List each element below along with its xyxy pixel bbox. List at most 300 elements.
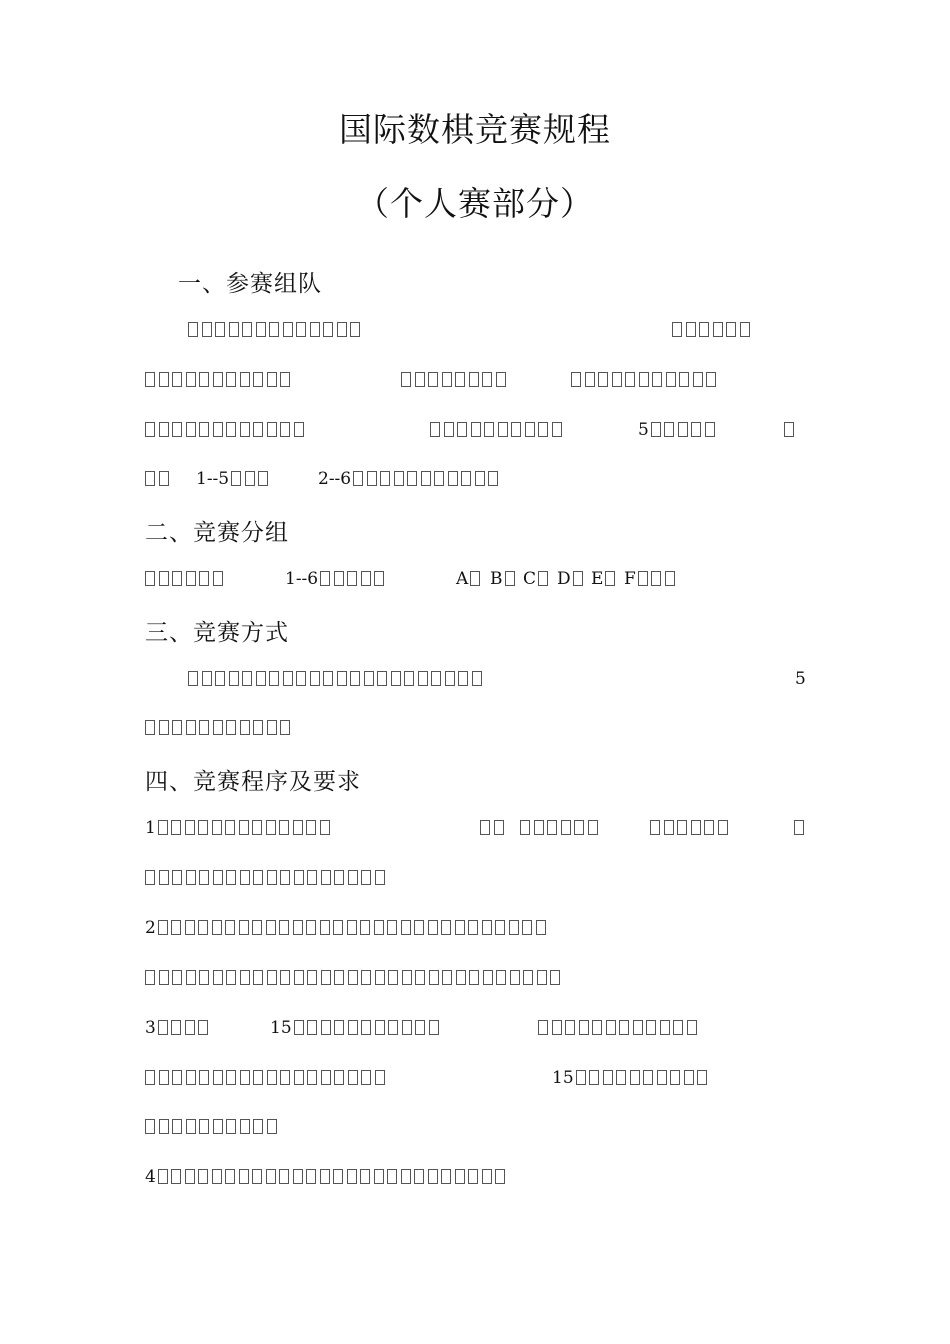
- missing-glyph-box: [402, 1020, 412, 1035]
- text-fragment: [188, 667, 485, 691]
- missing-glyph-box: [430, 422, 440, 437]
- missing-glyph-box: [726, 322, 736, 337]
- missing-glyph-box: [445, 671, 455, 686]
- missing-glyph-box: [469, 970, 479, 985]
- missing-glyph-box: [605, 571, 615, 586]
- missing-glyph-box: [442, 372, 452, 387]
- missing-glyph-box: [536, 920, 546, 935]
- missing-glyph-box: [456, 970, 466, 985]
- missing-glyph-box: [482, 920, 492, 935]
- missing-glyph-box: [280, 422, 290, 437]
- missing-glyph-box: [253, 372, 263, 387]
- missing-glyph-box: [375, 870, 385, 885]
- missing-glyph-box: [573, 571, 583, 586]
- text-fragment: [480, 816, 507, 840]
- missing-glyph-box: [374, 920, 384, 935]
- missing-glyph-box: [185, 1020, 195, 1035]
- missing-glyph-box: [172, 970, 182, 985]
- missing-glyph-box: [256, 322, 266, 337]
- missing-glyph-box: [414, 1169, 424, 1184]
- missing-glyph-box: [415, 372, 425, 387]
- missing-glyph-box: [145, 372, 155, 387]
- missing-glyph-box: [387, 1169, 397, 1184]
- missing-glyph-box: [603, 1070, 613, 1085]
- missing-glyph-box: [280, 372, 290, 387]
- missing-glyph-box: [589, 1070, 599, 1085]
- missing-glyph-box: [283, 671, 293, 686]
- missing-glyph-box: [279, 1169, 289, 1184]
- text-fragment: [490, 567, 518, 591]
- missing-glyph-box: [307, 870, 317, 885]
- missing-glyph-box: [457, 422, 467, 437]
- missing-glyph-box: [213, 422, 223, 437]
- text-fragment: [145, 866, 388, 890]
- missing-glyph-box: [367, 471, 377, 486]
- missing-glyph-box: [294, 870, 304, 885]
- missing-glyph-box: [441, 920, 451, 935]
- missing-glyph-box: [625, 372, 635, 387]
- missing-glyph-box: [199, 720, 209, 735]
- missing-glyph-box: [240, 870, 250, 885]
- missing-glyph-box: [240, 720, 250, 735]
- missing-glyph-box: [598, 372, 608, 387]
- text-fragment: [795, 667, 808, 691]
- missing-glyph-box: [650, 820, 660, 835]
- text-fragment: [196, 467, 272, 491]
- missing-glyph-box: [320, 1169, 330, 1184]
- missing-glyph-box: [585, 372, 595, 387]
- missing-glyph-box: [565, 1020, 575, 1035]
- missing-glyph-box: [172, 372, 182, 387]
- missing-glyph-box: [158, 820, 168, 835]
- missing-glyph-box: [213, 870, 223, 885]
- missing-glyph-box: [293, 920, 303, 935]
- missing-glyph-box: [461, 471, 471, 486]
- fragment-text: 5: [638, 420, 649, 440]
- missing-glyph-box: [145, 571, 155, 586]
- missing-glyph-box: [269, 671, 279, 686]
- missing-glyph-box: [361, 571, 371, 586]
- missing-glyph-box: [199, 1070, 209, 1085]
- fragment-text: D: [557, 569, 571, 589]
- missing-glyph-box: [431, 671, 441, 686]
- missing-glyph-box: [199, 1119, 209, 1134]
- missing-glyph-box: [159, 1070, 169, 1085]
- missing-glyph-box: [253, 720, 263, 735]
- missing-glyph-box: [323, 671, 333, 686]
- text-fragment: [624, 567, 678, 591]
- missing-glyph-box: [171, 1020, 181, 1035]
- missing-glyph-box: [606, 1020, 616, 1035]
- document-title: 国际数棋竞赛规程: [339, 110, 611, 149]
- missing-glyph-box: [253, 1119, 263, 1134]
- missing-glyph-box: [375, 1070, 385, 1085]
- missing-glyph-box: [665, 571, 675, 586]
- missing-glyph-box: [407, 471, 417, 486]
- missing-glyph-box: [320, 571, 330, 586]
- missing-glyph-box: [226, 372, 236, 387]
- missing-glyph-box: [784, 422, 794, 437]
- missing-glyph-box: [455, 1169, 465, 1184]
- missing-glyph-box: [225, 920, 235, 935]
- text-fragment: [145, 1165, 509, 1189]
- missing-glyph-box: [347, 920, 357, 935]
- text-fragment: [145, 1115, 280, 1139]
- missing-glyph-box: [225, 820, 235, 835]
- missing-glyph-box: [520, 820, 530, 835]
- text-fragment: [591, 567, 619, 591]
- missing-glyph-box: [229, 671, 239, 686]
- missing-glyph-box: [574, 820, 584, 835]
- missing-glyph-box: [592, 1020, 602, 1035]
- missing-glyph-box: [293, 1169, 303, 1184]
- missing-glyph-box: [159, 1119, 169, 1134]
- missing-glyph-box: [374, 1169, 384, 1184]
- missing-glyph-box: [172, 422, 182, 437]
- missing-glyph-box: [267, 1119, 277, 1134]
- missing-glyph-box: [639, 372, 649, 387]
- missing-glyph-box: [678, 422, 688, 437]
- missing-glyph-box: [296, 671, 306, 686]
- missing-glyph-box: [213, 970, 223, 985]
- missing-glyph-box: [348, 970, 358, 985]
- missing-glyph-box: [172, 870, 182, 885]
- missing-glyph-box: [337, 671, 347, 686]
- missing-glyph-box: [687, 1020, 697, 1035]
- missing-glyph-box: [239, 820, 249, 835]
- missing-glyph-box: [538, 422, 548, 437]
- fragment-text: 1--5: [196, 469, 230, 489]
- missing-glyph-box: [679, 372, 689, 387]
- missing-glyph-box: [505, 571, 515, 586]
- missing-glyph-box: [280, 870, 290, 885]
- missing-glyph-box: [718, 820, 728, 835]
- missing-glyph-box: [673, 1020, 683, 1035]
- missing-glyph-box: [172, 1070, 182, 1085]
- missing-glyph-box: [334, 970, 344, 985]
- missing-glyph-box: [638, 571, 648, 586]
- text-fragment: [538, 1016, 700, 1040]
- text-fragment: [784, 418, 798, 442]
- missing-glyph-box: [472, 671, 482, 686]
- text-fragment: [794, 816, 808, 840]
- text-fragment: [145, 1016, 212, 1040]
- missing-glyph-box: [213, 1119, 223, 1134]
- missing-glyph-box: [482, 1169, 492, 1184]
- missing-glyph-box: [229, 322, 239, 337]
- missing-glyph-box: [537, 970, 547, 985]
- missing-glyph-box: [677, 820, 687, 835]
- missing-glyph-box: [145, 970, 155, 985]
- text-fragment: [145, 567, 226, 591]
- missing-glyph-box: [240, 372, 250, 387]
- missing-glyph-box: [267, 1070, 277, 1085]
- missing-glyph-box: [186, 970, 196, 985]
- missing-glyph-box: [616, 1070, 626, 1085]
- missing-glyph-box: [240, 1119, 250, 1134]
- fragment-text: B: [490, 569, 503, 589]
- missing-glyph-box: [145, 471, 155, 486]
- missing-glyph-box: [294, 970, 304, 985]
- text-fragment: [456, 567, 484, 591]
- missing-glyph-box: [159, 372, 169, 387]
- missing-glyph-box: [523, 970, 533, 985]
- text-fragment: [571, 368, 720, 392]
- text-fragment: [145, 418, 307, 442]
- missing-glyph-box: [664, 820, 674, 835]
- missing-glyph-box: [510, 970, 520, 985]
- missing-glyph-box: [240, 422, 250, 437]
- missing-glyph-box: [646, 1020, 656, 1035]
- missing-glyph-box: [279, 920, 289, 935]
- missing-glyph-box: [550, 970, 560, 985]
- missing-glyph-box: [159, 970, 169, 985]
- missing-glyph-box: [159, 720, 169, 735]
- text-fragment: [285, 567, 388, 591]
- missing-glyph-box: [353, 471, 363, 486]
- text-fragment: [672, 318, 753, 342]
- missing-glyph-box: [225, 1169, 235, 1184]
- missing-glyph-box: [321, 870, 331, 885]
- missing-glyph-box: [198, 1020, 208, 1035]
- missing-glyph-box: [188, 322, 198, 337]
- missing-glyph-box: [307, 970, 317, 985]
- missing-glyph-box: [496, 970, 506, 985]
- missing-glyph-box: [198, 820, 208, 835]
- missing-glyph-box: [145, 870, 155, 885]
- missing-glyph-box: [705, 422, 715, 437]
- missing-glyph-box: [414, 920, 424, 935]
- fragment-text: 4: [145, 1167, 156, 1187]
- missing-glyph-box: [294, 422, 304, 437]
- missing-glyph-box: [418, 671, 428, 686]
- missing-glyph-box: [199, 970, 209, 985]
- missing-glyph-box: [306, 820, 316, 835]
- missing-glyph-box: [670, 1070, 680, 1085]
- missing-glyph-box: [242, 322, 252, 337]
- missing-glyph-box: [534, 820, 544, 835]
- missing-glyph-box: [552, 1020, 562, 1035]
- fragment-text: 3: [145, 1018, 156, 1038]
- missing-glyph-box: [253, 1070, 263, 1085]
- missing-glyph-box: [320, 920, 330, 935]
- missing-glyph-box: [380, 471, 390, 486]
- text-fragment: [145, 716, 294, 740]
- missing-glyph-box: [171, 920, 181, 935]
- missing-glyph-box: [213, 720, 223, 735]
- text-fragment: [430, 418, 565, 442]
- missing-glyph-box: [619, 1020, 629, 1035]
- missing-glyph-box: [267, 970, 277, 985]
- text-fragment: [145, 916, 549, 940]
- section-heading-team-formation: 一、参赛组队: [178, 271, 322, 297]
- missing-glyph-box: [347, 1169, 357, 1184]
- missing-glyph-box: [496, 372, 506, 387]
- missing-glyph-box: [252, 820, 262, 835]
- missing-glyph-box: [415, 1020, 425, 1035]
- missing-glyph-box: [495, 920, 505, 935]
- missing-glyph-box: [348, 1070, 358, 1085]
- missing-glyph-box: [186, 720, 196, 735]
- missing-glyph-box: [172, 1119, 182, 1134]
- missing-glyph-box: [296, 322, 306, 337]
- fragment-text: F: [624, 569, 636, 589]
- missing-glyph-box: [657, 1070, 667, 1085]
- missing-glyph-box: [185, 920, 195, 935]
- missing-glyph-box: [334, 870, 344, 885]
- missing-glyph-box: [444, 422, 454, 437]
- missing-glyph-box: [391, 671, 401, 686]
- missing-glyph-box: [199, 422, 209, 437]
- missing-glyph-box: [401, 1169, 411, 1184]
- missing-glyph-box: [321, 1070, 331, 1085]
- missing-glyph-box: [538, 571, 548, 586]
- missing-glyph-box: [347, 571, 357, 586]
- missing-glyph-box: [387, 920, 397, 935]
- missing-glyph-box: [350, 322, 360, 337]
- missing-glyph-box: [576, 1070, 586, 1085]
- missing-glyph-box: [172, 720, 182, 735]
- text-fragment: [557, 567, 586, 591]
- missing-glyph-box: [215, 671, 225, 686]
- missing-glyph-box: [266, 920, 276, 935]
- missing-glyph-box: [448, 471, 458, 486]
- missing-glyph-box: [704, 820, 714, 835]
- missing-glyph-box: [334, 571, 344, 586]
- missing-glyph-box: [159, 571, 169, 586]
- missing-glyph-box: [279, 820, 289, 835]
- missing-glyph-box: [522, 920, 532, 935]
- missing-glyph-box: [186, 1070, 196, 1085]
- missing-glyph-box: [334, 1020, 344, 1035]
- text-fragment: [145, 966, 564, 990]
- missing-glyph-box: [158, 1020, 168, 1035]
- missing-glyph-box: [267, 422, 277, 437]
- missing-glyph-box: [186, 571, 196, 586]
- section-heading-procedures: 四、竞赛程序及要求: [145, 769, 361, 795]
- missing-glyph-box: [612, 372, 622, 387]
- missing-glyph-box: [258, 471, 268, 486]
- missing-glyph-box: [691, 820, 701, 835]
- missing-glyph-box: [269, 322, 279, 337]
- missing-glyph-box: [740, 322, 750, 337]
- missing-glyph-box: [511, 422, 521, 437]
- missing-glyph-box: [280, 1070, 290, 1085]
- missing-glyph-box: [283, 322, 293, 337]
- missing-glyph-box: [252, 1169, 262, 1184]
- missing-glyph-box: [350, 671, 360, 686]
- missing-glyph-box: [307, 1020, 317, 1035]
- missing-glyph-box: [252, 920, 262, 935]
- missing-glyph-box: [525, 422, 535, 437]
- missing-glyph-box: [307, 1070, 317, 1085]
- missing-glyph-box: [185, 820, 195, 835]
- missing-glyph-box: [428, 1169, 438, 1184]
- missing-glyph-box: [643, 1070, 653, 1085]
- missing-glyph-box: [188, 671, 198, 686]
- missing-glyph-box: [484, 422, 494, 437]
- missing-glyph-box: [226, 422, 236, 437]
- missing-glyph-box: [713, 322, 723, 337]
- missing-glyph-box: [198, 1169, 208, 1184]
- missing-glyph-box: [552, 422, 562, 437]
- missing-glyph-box: [266, 1169, 276, 1184]
- missing-glyph-box: [213, 571, 223, 586]
- missing-glyph-box: [470, 571, 480, 586]
- text-fragment: [318, 467, 502, 491]
- missing-glyph-box: [428, 372, 438, 387]
- text-fragment: [188, 318, 364, 342]
- missing-glyph-box: [471, 422, 481, 437]
- text-fragment: [270, 1016, 442, 1040]
- missing-glyph-box: [145, 1070, 155, 1085]
- missing-glyph-box: [213, 1070, 223, 1085]
- missing-glyph-box: [421, 471, 431, 486]
- missing-glyph-box: [145, 1119, 155, 1134]
- missing-glyph-box: [306, 1169, 316, 1184]
- missing-glyph-box: [633, 1020, 643, 1035]
- missing-glyph-box: [334, 1070, 344, 1085]
- missing-glyph-box: [256, 671, 266, 686]
- missing-glyph-box: [280, 720, 290, 735]
- text-fragment: [401, 368, 509, 392]
- missing-glyph-box: [360, 1169, 370, 1184]
- fragment-text: 15: [552, 1068, 574, 1088]
- missing-glyph-box: [361, 970, 371, 985]
- missing-glyph-box: [401, 920, 411, 935]
- missing-glyph-box: [588, 820, 598, 835]
- missing-glyph-box: [333, 1169, 343, 1184]
- missing-glyph-box: [691, 422, 701, 437]
- fragment-text: 5: [795, 669, 806, 689]
- missing-glyph-box: [293, 820, 303, 835]
- missing-glyph-box: [199, 372, 209, 387]
- missing-glyph-box: [652, 372, 662, 387]
- missing-glyph-box: [186, 870, 196, 885]
- text-fragment: [145, 467, 172, 491]
- missing-glyph-box: [360, 920, 370, 935]
- text-fragment: [638, 418, 718, 442]
- missing-glyph-box: [310, 322, 320, 337]
- missing-glyph-box: [468, 920, 478, 935]
- missing-glyph-box: [212, 1169, 222, 1184]
- missing-glyph-box: [483, 970, 493, 985]
- missing-glyph-box: [266, 820, 276, 835]
- missing-glyph-box: [455, 920, 465, 935]
- missing-glyph-box: [482, 372, 492, 387]
- missing-glyph-box: [375, 970, 385, 985]
- fragment-text: 1: [145, 818, 156, 838]
- missing-glyph-box: [212, 820, 222, 835]
- missing-glyph-box: [226, 970, 236, 985]
- missing-glyph-box: [494, 820, 504, 835]
- missing-glyph-box: [660, 1020, 670, 1035]
- missing-glyph-box: [361, 870, 371, 885]
- missing-glyph-box: [186, 1119, 196, 1134]
- missing-glyph-box: [666, 372, 676, 387]
- missing-glyph-box: [693, 372, 703, 387]
- missing-glyph-box: [442, 970, 452, 985]
- missing-glyph-box: [239, 1169, 249, 1184]
- fragment-text: C: [523, 569, 537, 589]
- missing-glyph-box: [198, 920, 208, 935]
- missing-glyph-box: [226, 870, 236, 885]
- missing-glyph-box: [480, 820, 490, 835]
- missing-glyph-box: [561, 820, 571, 835]
- missing-glyph-box: [455, 372, 465, 387]
- missing-glyph-box: [672, 322, 682, 337]
- missing-glyph-box: [158, 920, 168, 935]
